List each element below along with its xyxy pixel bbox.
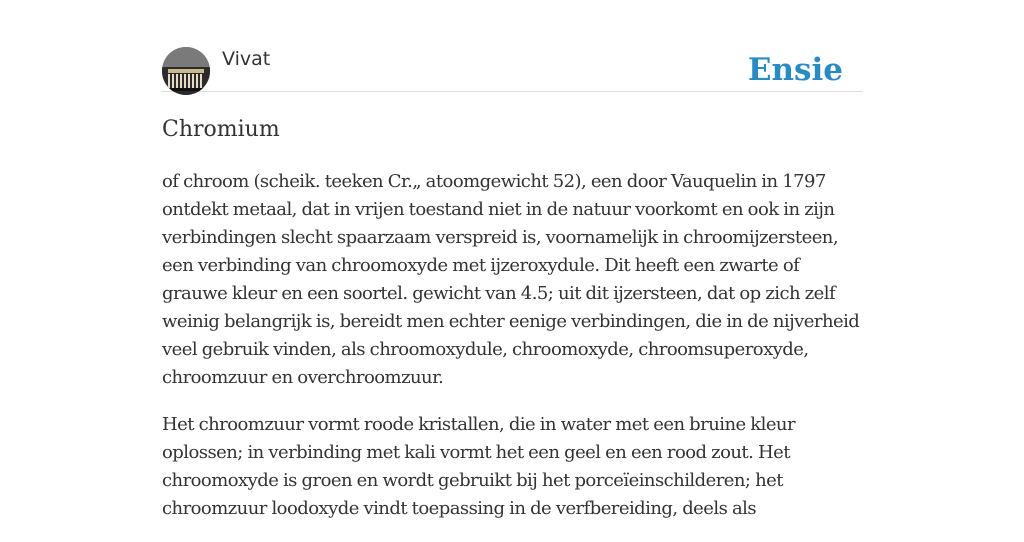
header bbox=[162, 47, 862, 92]
article-paragraph: Het chroomzuur vormt roode kristallen, die in water met een bruine kleur oplossen; in verbinding met kali vormt het een geel en een rood zout. Het chroomoxyde is groen en wordt gebruikt bij het porceïeinschilderen; het chroomzuur loodoxyde vindt toepassing in de verfbereiding, deels als bbox=[162, 414, 796, 519]
article-body bbox=[162, 168, 862, 523]
typewriter-icon bbox=[162, 47, 210, 95]
article-paragraph: of chroom (scheik. teeken Cr.„ atoomgewicht 52), een door Vauquelin in 1797 ontdekt metaal, dat in vrijen toestand niet in de natuur voorkomt en ook in zijn verbindingen slecht spaarzaam verspreid is, voornamelijk in chroomijzersteen, een verbinding van chroomoxyde met ijzeroxydule. Dit heeft een zwarte of grauwe kleur en een soortel. gewicht van 4.5; uit dit ijzersteen, dat op zich zelf weinig belangrijk is, bereidt men echter eenige verbindingen, die in de nijverheid veel gebruik vinden, als chroomoxydule, chroomoxyde, chroomsuperoxyde, chroomzuur en overchroomzuur. bbox=[162, 171, 860, 388]
article-title: Chromium bbox=[162, 117, 280, 142]
site-logo[interactable]: Ensie bbox=[747, 52, 843, 88]
author-avatar[interactable] bbox=[162, 47, 210, 95]
article-container bbox=[162, 47, 862, 542]
author-name[interactable]: Vivat bbox=[222, 48, 271, 70]
